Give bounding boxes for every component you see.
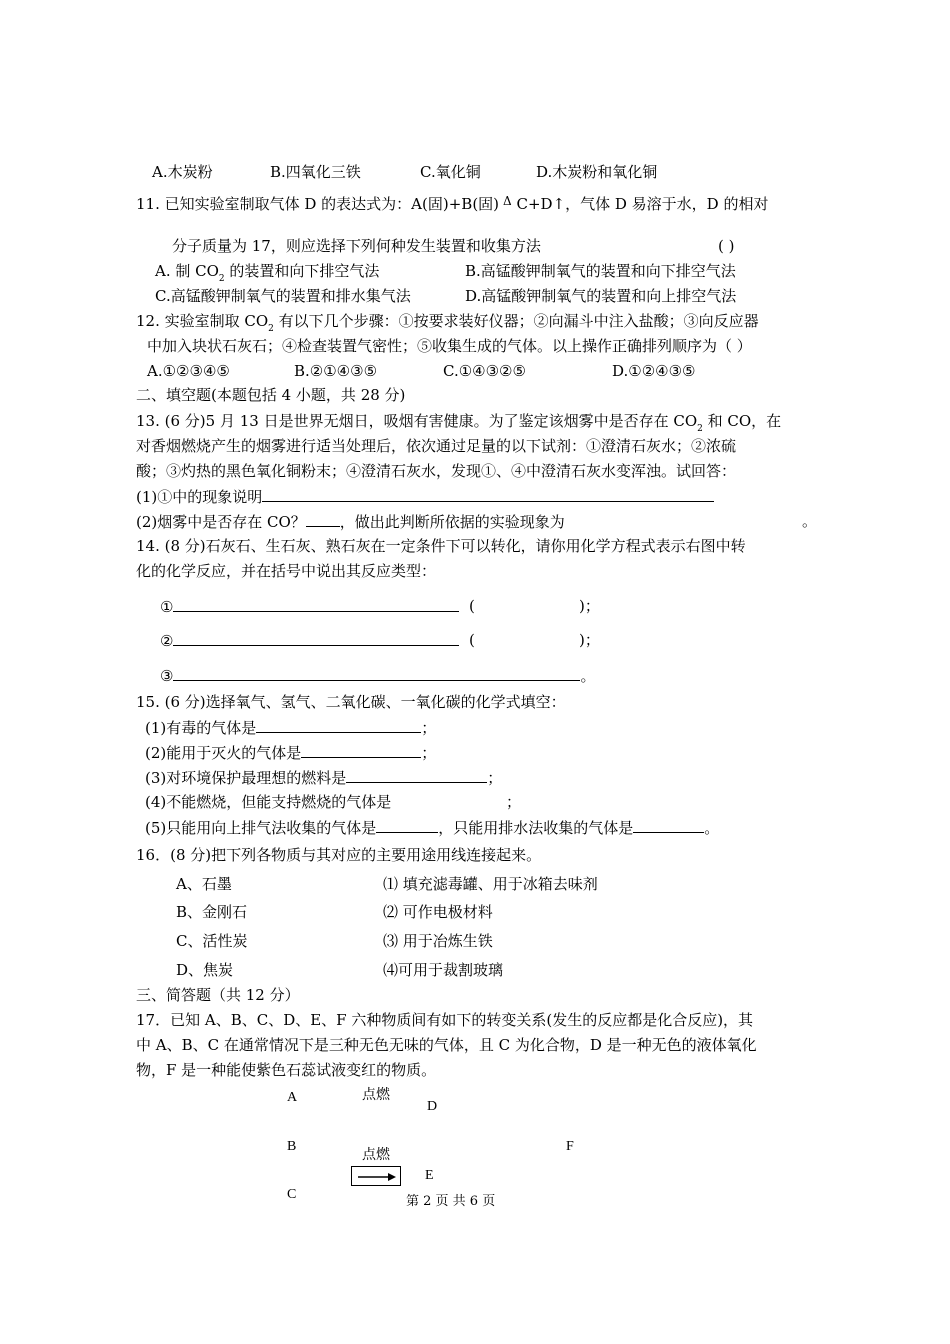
q14-line-1: 14. (8 分)石灰石、生石灰、熟石灰在一定条件下可以转化，请你用化学方程式表示右图中转 bbox=[136, 537, 746, 555]
q11-answer-paren: ( ) bbox=[718, 237, 735, 255]
q15-title: 15. (6 分)选择氧气、氢气、二氧化碳、一氧化碳的化学式填空： bbox=[136, 693, 566, 711]
q16-right-item-2: ⑵ 可作电极材料 bbox=[383, 903, 493, 921]
diagram-node-b: B bbox=[287, 1139, 297, 1154]
q11-option-c: C.高锰酸钾制氧气的装置和排水集气法 bbox=[155, 287, 411, 305]
q12-option-c: C.①④③②⑤ bbox=[443, 362, 526, 380]
q16-left-item-a: A、石墨 bbox=[176, 875, 232, 893]
q11-line-1: 11. 已知实验室制取气体 D 的表达式为：A(固)+B(固) $^\Delta$ C+D↑，气体 D 易溶于水，D 的相对 bbox=[136, 194, 769, 213]
q16-left-item-c: C、活性炭 bbox=[176, 932, 248, 950]
q15-sub-4: (4)不能燃烧，但能支持燃烧的气体是 bbox=[145, 793, 392, 811]
diagram-node-e: E bbox=[425, 1168, 434, 1183]
q15-answer-blank-2[interactable] bbox=[301, 743, 421, 758]
q15-sub-3: (3)对环境保护最理想的燃料是 ； bbox=[145, 769, 503, 787]
q14-paren-open-2: ( bbox=[469, 631, 475, 649]
diagram-node-d: D bbox=[427, 1099, 438, 1114]
q14-equation-blank-2[interactable] bbox=[173, 631, 459, 646]
q10-option-d: D.木炭粉和氧化铜 bbox=[536, 163, 658, 181]
q13-sub-2-end: 。 bbox=[802, 512, 818, 530]
q14-equation-blank-1[interactable] bbox=[173, 597, 459, 612]
diagram-ignite-label-2: 点燃 bbox=[362, 1148, 390, 1163]
q14-paren-close-1: )； bbox=[579, 597, 600, 615]
q15-answer-blank-1[interactable] bbox=[256, 718, 421, 733]
q13-line-2: 对香烟燃烧产生的烟雾进行适当处理后，依次通过足量的以下试剂：①澄清石灰水；②浓硫 bbox=[136, 437, 737, 455]
right-arrow-icon bbox=[352, 1167, 400, 1185]
q15-sub-1: (1)有毒的气体是 ； bbox=[145, 719, 437, 737]
q16-left-item-b: B、金刚石 bbox=[176, 903, 248, 921]
q15-answer-blank-3[interactable] bbox=[346, 768, 487, 783]
q10-option-b: B.四氧化三铁 bbox=[270, 163, 361, 181]
q17-line-2: 中 A、B、C 在通常情况下是三种无色无味的气体，且 C 为化合物，D 是一种无色的液体氧化 bbox=[136, 1036, 757, 1054]
q12-line-2: 中加入块状石灰石；④检查装置气密性；⑤收集生成的气体。以上操作正确排列顺序为（ ） bbox=[147, 337, 752, 355]
q14-item-1: ① bbox=[160, 597, 459, 616]
diagram-ignite-label-1: 点燃 bbox=[362, 1088, 390, 1103]
q12-option-d: D.①②④③⑤ bbox=[612, 362, 696, 380]
q15-sub-5: (5)只能用向上排气法收集的气体是 ，只能用排水法收集的气体是 。 bbox=[145, 819, 720, 837]
section-3-title: 三、简答题（共 12 分） bbox=[136, 986, 300, 1004]
section-2-title: 二、填空题(本题包括 4 小题，共 28 分) bbox=[136, 386, 406, 404]
diagram-node-f: F bbox=[566, 1139, 574, 1154]
q10-option-c: C.氧化铜 bbox=[420, 163, 481, 181]
q11-line-2: 分子质量为 17，则应选择下列何种发生装置和收集方法 bbox=[172, 237, 541, 255]
diagram-reaction-arrow-box bbox=[351, 1166, 401, 1186]
q12-line-1: 12. 实验室制取 $CO_2$ 有以下几个步骤：①按要求装好仪器；②向漏斗中注入盐酸；③向反应器 bbox=[136, 312, 759, 334]
q13-answer-blank-2[interactable] bbox=[306, 512, 340, 527]
q13-line-1: 13. (6 分)5 月 13 日是世界无烟日，吸烟有害健康。为了鉴定该烟雾中是否存在 $CO_2$ 和 CO，在 bbox=[136, 412, 782, 434]
q11-option-a: A. 制 $CO_2$ 的装置和向下排空气法 bbox=[155, 262, 380, 284]
q14-item-2: ② bbox=[160, 631, 459, 650]
diagram-node-a: A bbox=[287, 1090, 298, 1105]
page-footer: 第 2 页 共 6 页 bbox=[406, 1194, 496, 1209]
q14-line-2: 化的化学反应，并在括号中说出其反应类型： bbox=[136, 562, 437, 580]
q16-right-item-3: ⑶ 用于冶炼生铁 bbox=[383, 932, 493, 950]
q14-paren-open-1: ( bbox=[469, 597, 475, 615]
q17-line-3: 物，F 是一种能使紫色石蕊试液变红的物质。 bbox=[136, 1061, 437, 1079]
q14-equation-blank-3[interactable] bbox=[173, 666, 580, 681]
q15-sub-2: (2)能用于灭火的气体是 ； bbox=[145, 744, 437, 762]
q13-sub-2: (2)烟雾中是否存在 CO？ ，做出此判断所依据的实验现象为 bbox=[136, 513, 565, 531]
q14-paren-close-2: )； bbox=[579, 631, 600, 649]
diagram-node-c: C bbox=[287, 1187, 297, 1202]
q17-line-1: 17．已知 A、B、C、D、E、F 六种物质间有如下的转变关系(发生的反应都是化合反应)，其 bbox=[136, 1011, 754, 1029]
q16-left-item-d: D、焦炭 bbox=[176, 961, 234, 979]
q13-line-3: 酸；③灼热的黑色氧化铜粉末；④澄清石灰水，发现①、④中澄清石灰水变浑浊。试回答： bbox=[136, 462, 737, 480]
q11-option-d: D.高锰酸钾制氧气的装置和向上排空气法 bbox=[465, 287, 737, 305]
q11-option-b: B.高锰酸钾制氧气的装置和向下排空气法 bbox=[465, 262, 736, 280]
q13-answer-blank-1[interactable] bbox=[262, 487, 714, 502]
q13-sub-1: (1)①中的现象说明 bbox=[136, 487, 714, 506]
q10-options bbox=[152, 163, 657, 181]
q14-item-3: ③ 。 bbox=[160, 667, 596, 685]
q16-title: 16．(8 分)把下列各物质与其对应的主要用途用线连接起来。 bbox=[136, 846, 542, 864]
q12-option-b: B.②①④③⑤ bbox=[294, 362, 378, 380]
q15-sub-4-semicolon: ； bbox=[506, 793, 522, 811]
q15-answer-blank-5a[interactable] bbox=[376, 818, 438, 833]
q15-answer-blank-5b[interactable] bbox=[633, 818, 704, 833]
q16-right-item-4: ⑷可用于裁割玻璃 bbox=[383, 961, 504, 979]
heat-delta-symbol: Δ bbox=[503, 194, 512, 208]
q12-option-a: A.①②③④⑤ bbox=[147, 362, 230, 380]
q10-option-a: A.木炭粉 bbox=[152, 163, 213, 181]
q16-right-item-1: ⑴ 填充滤毒罐、用于冰箱去味剂 bbox=[383, 875, 598, 893]
